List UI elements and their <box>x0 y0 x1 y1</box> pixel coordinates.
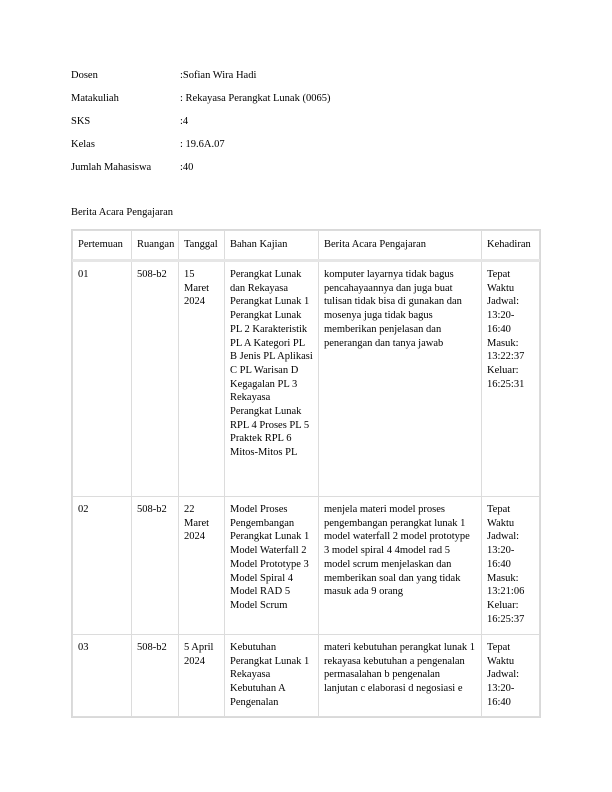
info-row-matakuliah <box>71 93 330 116</box>
cell-pertemuan: 01 <box>73 261 132 497</box>
column-header-pertemuan: Pertemuan <box>73 231 132 261</box>
table-row <box>73 261 540 497</box>
cell-tanggal: 22 Maret 2024 <box>179 497 225 635</box>
info-row-kelas <box>71 139 330 162</box>
info-label: Kelas <box>71 139 95 150</box>
info-row-jumlah-mahasiswa <box>71 162 330 185</box>
cell-bahan-kajian: Kebutuhan Perangkat Lunak 1 Rekayasa Kebutuhan A Pengenalan <box>225 635 319 717</box>
info-label: SKS <box>71 116 91 127</box>
cell-berita-acara: menjela materi model proses pengembangan perangkat lunak 1 model waterfall 2 model prototype 3 model spiral 4 4model rad 5 model scrum menjelaskan dan memberikan soal dan yang tidak masuk ada 9 orang <box>319 497 482 635</box>
info-label: Jumlah Mahasiswa <box>71 162 152 173</box>
cell-tanggal: 5 April 2024 <box>179 635 225 717</box>
column-header-tanggal: Tanggal <box>179 231 225 261</box>
info-value: : 19.6A.07 <box>180 139 225 150</box>
info-row-dosen <box>71 70 330 93</box>
section-title: Berita Acara Pengajaran <box>71 207 174 218</box>
info-label: Dosen <box>71 70 98 81</box>
info-value: :4 <box>180 116 189 127</box>
cell-bahan-kajian: Perangkat Lunak dan Rekayasa Perangkat Lunak 1 Perangkat Lunak PL 2 Karakteristik PL A Kategori PL B Jenis PL Aplikasi C PL Warisan D Kegagalan PL 3 Rekayasa Perangkat Lunak RPL 4 Proses PL 5 Praktek RPL 6 Mitos-Mitos PL <box>225 261 319 497</box>
cell-kehadiran: Tepat Waktu Jadwal: 13:20-16:40 <box>482 635 540 717</box>
course-info <box>71 70 330 185</box>
table-row <box>73 497 540 635</box>
teaching-log-table <box>72 230 540 717</box>
column-header-berita-acara: Berita Acara Pengajaran <box>319 231 482 261</box>
table-header-row <box>73 231 540 261</box>
cell-pertemuan: 03 <box>73 635 132 717</box>
cell-tanggal: 15 Maret 2024 <box>179 261 225 497</box>
cell-berita-acara: materi kebutuhan perangkat lunak 1 rekayasa kebutuhan a pengenalan permasalahan b pengenalan lanjutan c elaborasi d negosiasi e <box>319 635 482 717</box>
cell-ruangan: 508-b2 <box>132 261 179 497</box>
cell-ruangan: 508-b2 <box>132 497 179 635</box>
cell-kehadiran: Tepat Waktu Jadwal: 13:20-16:40 Masuk: 13:22:37 Keluar: 16:25:31 <box>482 261 540 497</box>
cell-berita-acara: komputer layarnya tidak bagus pencahayaannya dan juga buat tulisan tidak bisa di gunakan dan mosenya juga tidak bagus memberikan penjelasan dan penerangan dan tanya jawab <box>319 261 482 497</box>
info-value: : Rekayasa Perangkat Lunak (0065) <box>180 93 331 104</box>
info-value: :40 <box>180 162 194 173</box>
table-row <box>73 635 540 717</box>
cell-kehadiran: Tepat Waktu Jadwal: 13:20-16:40 Masuk: 13:21:06 Keluar: 16:25:37 <box>482 497 540 635</box>
cell-ruangan: 508-b2 <box>132 635 179 717</box>
column-header-ruangan: Ruangan <box>132 231 179 261</box>
column-header-bahan-kajian: Bahan Kajian <box>225 231 319 261</box>
info-value: :Sofian Wira Hadi <box>180 70 257 81</box>
info-row-sks <box>71 116 330 139</box>
column-header-kehadiran: Kehadiran <box>482 231 540 261</box>
cell-bahan-kajian: Model Proses Pengembangan Perangkat Lunak 1 Model Waterfall 2 Model Prototype 3 Model Spiral 4 Model RAD 5 Model Scrum <box>225 497 319 635</box>
info-label: Matakuliah <box>71 93 119 104</box>
cell-pertemuan: 02 <box>73 497 132 635</box>
